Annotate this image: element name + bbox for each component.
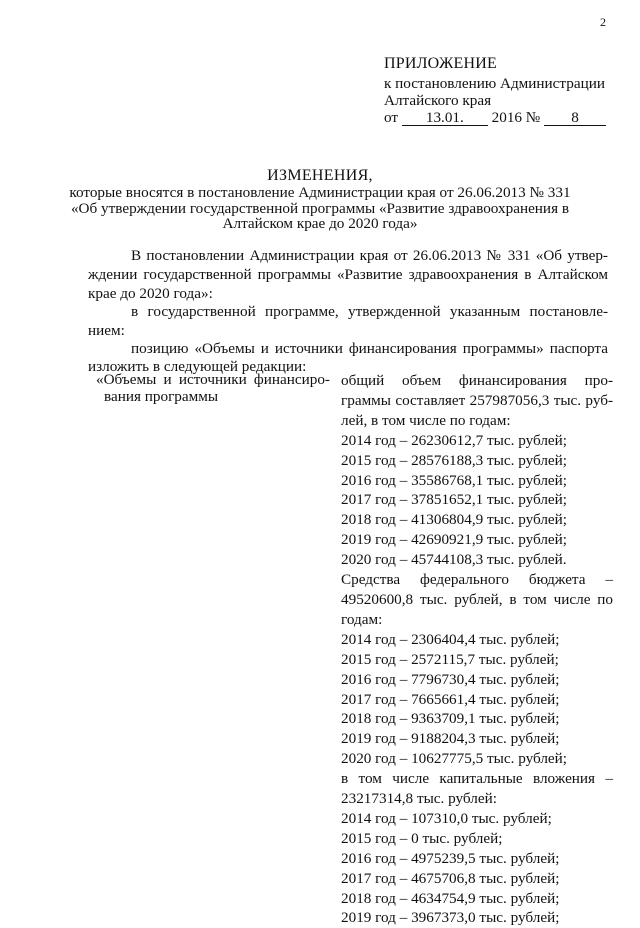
heading-line: «Об утверждении государственной программы «Развитие здравоохранения в xyxy=(70,199,570,217)
appendix-line: Алтайского края xyxy=(384,91,492,109)
financing-line: 2017 год – 7665661,4 тыс. рублей; xyxy=(341,690,560,708)
table-label-line: «Объемы и источники финансиро- xyxy=(96,371,330,388)
appendix-block xyxy=(384,55,606,126)
financing-line: 2020 год – 45744108,3 тыс. рублей. xyxy=(341,551,567,569)
financing-line: в том числе капитальные вложения – xyxy=(341,770,613,788)
body-text-line: в государственной программе, утвержденной указанным постановле- xyxy=(131,303,608,320)
table-left-cell xyxy=(96,371,330,405)
financing-line: общий объем финансирования про- xyxy=(341,372,613,389)
appendix-date-line xyxy=(384,109,606,126)
financing-line: 23217314,8 тыс. рублей: xyxy=(341,790,497,808)
appendix-title: ПРИЛОЖЕНИЕ xyxy=(384,55,498,72)
financing-line: лей, в том числе по годам: xyxy=(341,411,511,429)
heading-line: которые вносятся в постановление Администрации края от 26.06.2013 № 331 xyxy=(69,184,571,201)
heading-title: ИЗМЕНЕНИЯ, xyxy=(267,167,373,184)
financing-line: 2015 год – 2572115,7 тыс. рублей; xyxy=(341,650,559,668)
financing-line: 2017 год – 37851652,1 тыс. рублей; xyxy=(341,491,568,509)
financing-line: 2016 год – 35586768,1 тыс. рублей; xyxy=(341,471,568,489)
financing-line: 2015 год – 0 тыс. рублей; xyxy=(341,829,503,847)
table-right-cell xyxy=(341,371,613,928)
financing-line: 2015 год – 28576188,3 тыс. рублей; xyxy=(341,451,568,469)
financing-line: 2018 год – 41306804,9 тыс. рублей; xyxy=(341,511,568,529)
financing-line: 2019 год – 3967373,0 тыс. рублей; xyxy=(341,909,560,927)
document-heading xyxy=(0,167,640,232)
financing-line: годам: xyxy=(341,610,383,628)
financing-line: 2016 год – 4975239,5 тыс. рублей; xyxy=(341,849,560,867)
financing-line: 2018 год – 4634754,9 тыс. рублей; xyxy=(341,889,560,907)
financing-line: 2018 год – 9363709,1 тыс. рублей; xyxy=(341,710,560,728)
body-text-line: позицию «Объемы и источники финансирования программы» паспорта xyxy=(131,340,608,357)
decree-year: 2016 № xyxy=(491,108,541,126)
financing-line: граммы составляет 257987056,3 тыс. руб- xyxy=(341,391,613,409)
page-number: 2 xyxy=(600,15,606,29)
body-text-line: крае до 2020 года»: xyxy=(88,285,213,302)
financing-line: 2014 год – 26230612,7 тыс. рублей; xyxy=(341,431,568,449)
body-text-line: изложить в следующей редакции: xyxy=(88,358,307,375)
from-label: от xyxy=(384,108,399,126)
financing-line: 2020 год – 10627775,5 тыс. рублей; xyxy=(341,750,568,768)
table-label-line: вания программы xyxy=(104,388,219,405)
financing-line: Средства федерального бюджета – xyxy=(341,571,613,589)
decree-number: 8 xyxy=(544,110,606,126)
financing-line: 49520600,8 тыс. рублей, в том числе по xyxy=(341,590,613,608)
decree-date: 13.01. xyxy=(402,110,488,126)
financing-line: 2019 год – 9188204,3 тыс. рублей; xyxy=(341,730,560,748)
heading-line: Алтайском крае до 2020 года» xyxy=(222,215,418,232)
body-text-line: нием: xyxy=(88,322,125,339)
financing-line: 2017 год – 4675706,8 тыс. рублей; xyxy=(341,869,560,887)
financing-line: 2019 год – 42690921,9 тыс. рублей; xyxy=(341,531,568,549)
appendix-line: к постановлению Администрации xyxy=(384,74,605,92)
body-text-line: В постановлении Администрации края от 26.06.2013 № 331 «Об утвер- xyxy=(131,247,608,264)
financing-line: 2014 год – 107310,0 тыс. рублей; xyxy=(341,809,552,827)
financing-line: 2014 год – 2306404,4 тыс. рублей; xyxy=(341,630,560,648)
financing-line: 2016 год – 7796730,4 тыс. рублей; xyxy=(341,670,560,688)
body-text-line: ждении государственной программы «Развитие здравоохранения в Алтайском xyxy=(88,266,608,283)
